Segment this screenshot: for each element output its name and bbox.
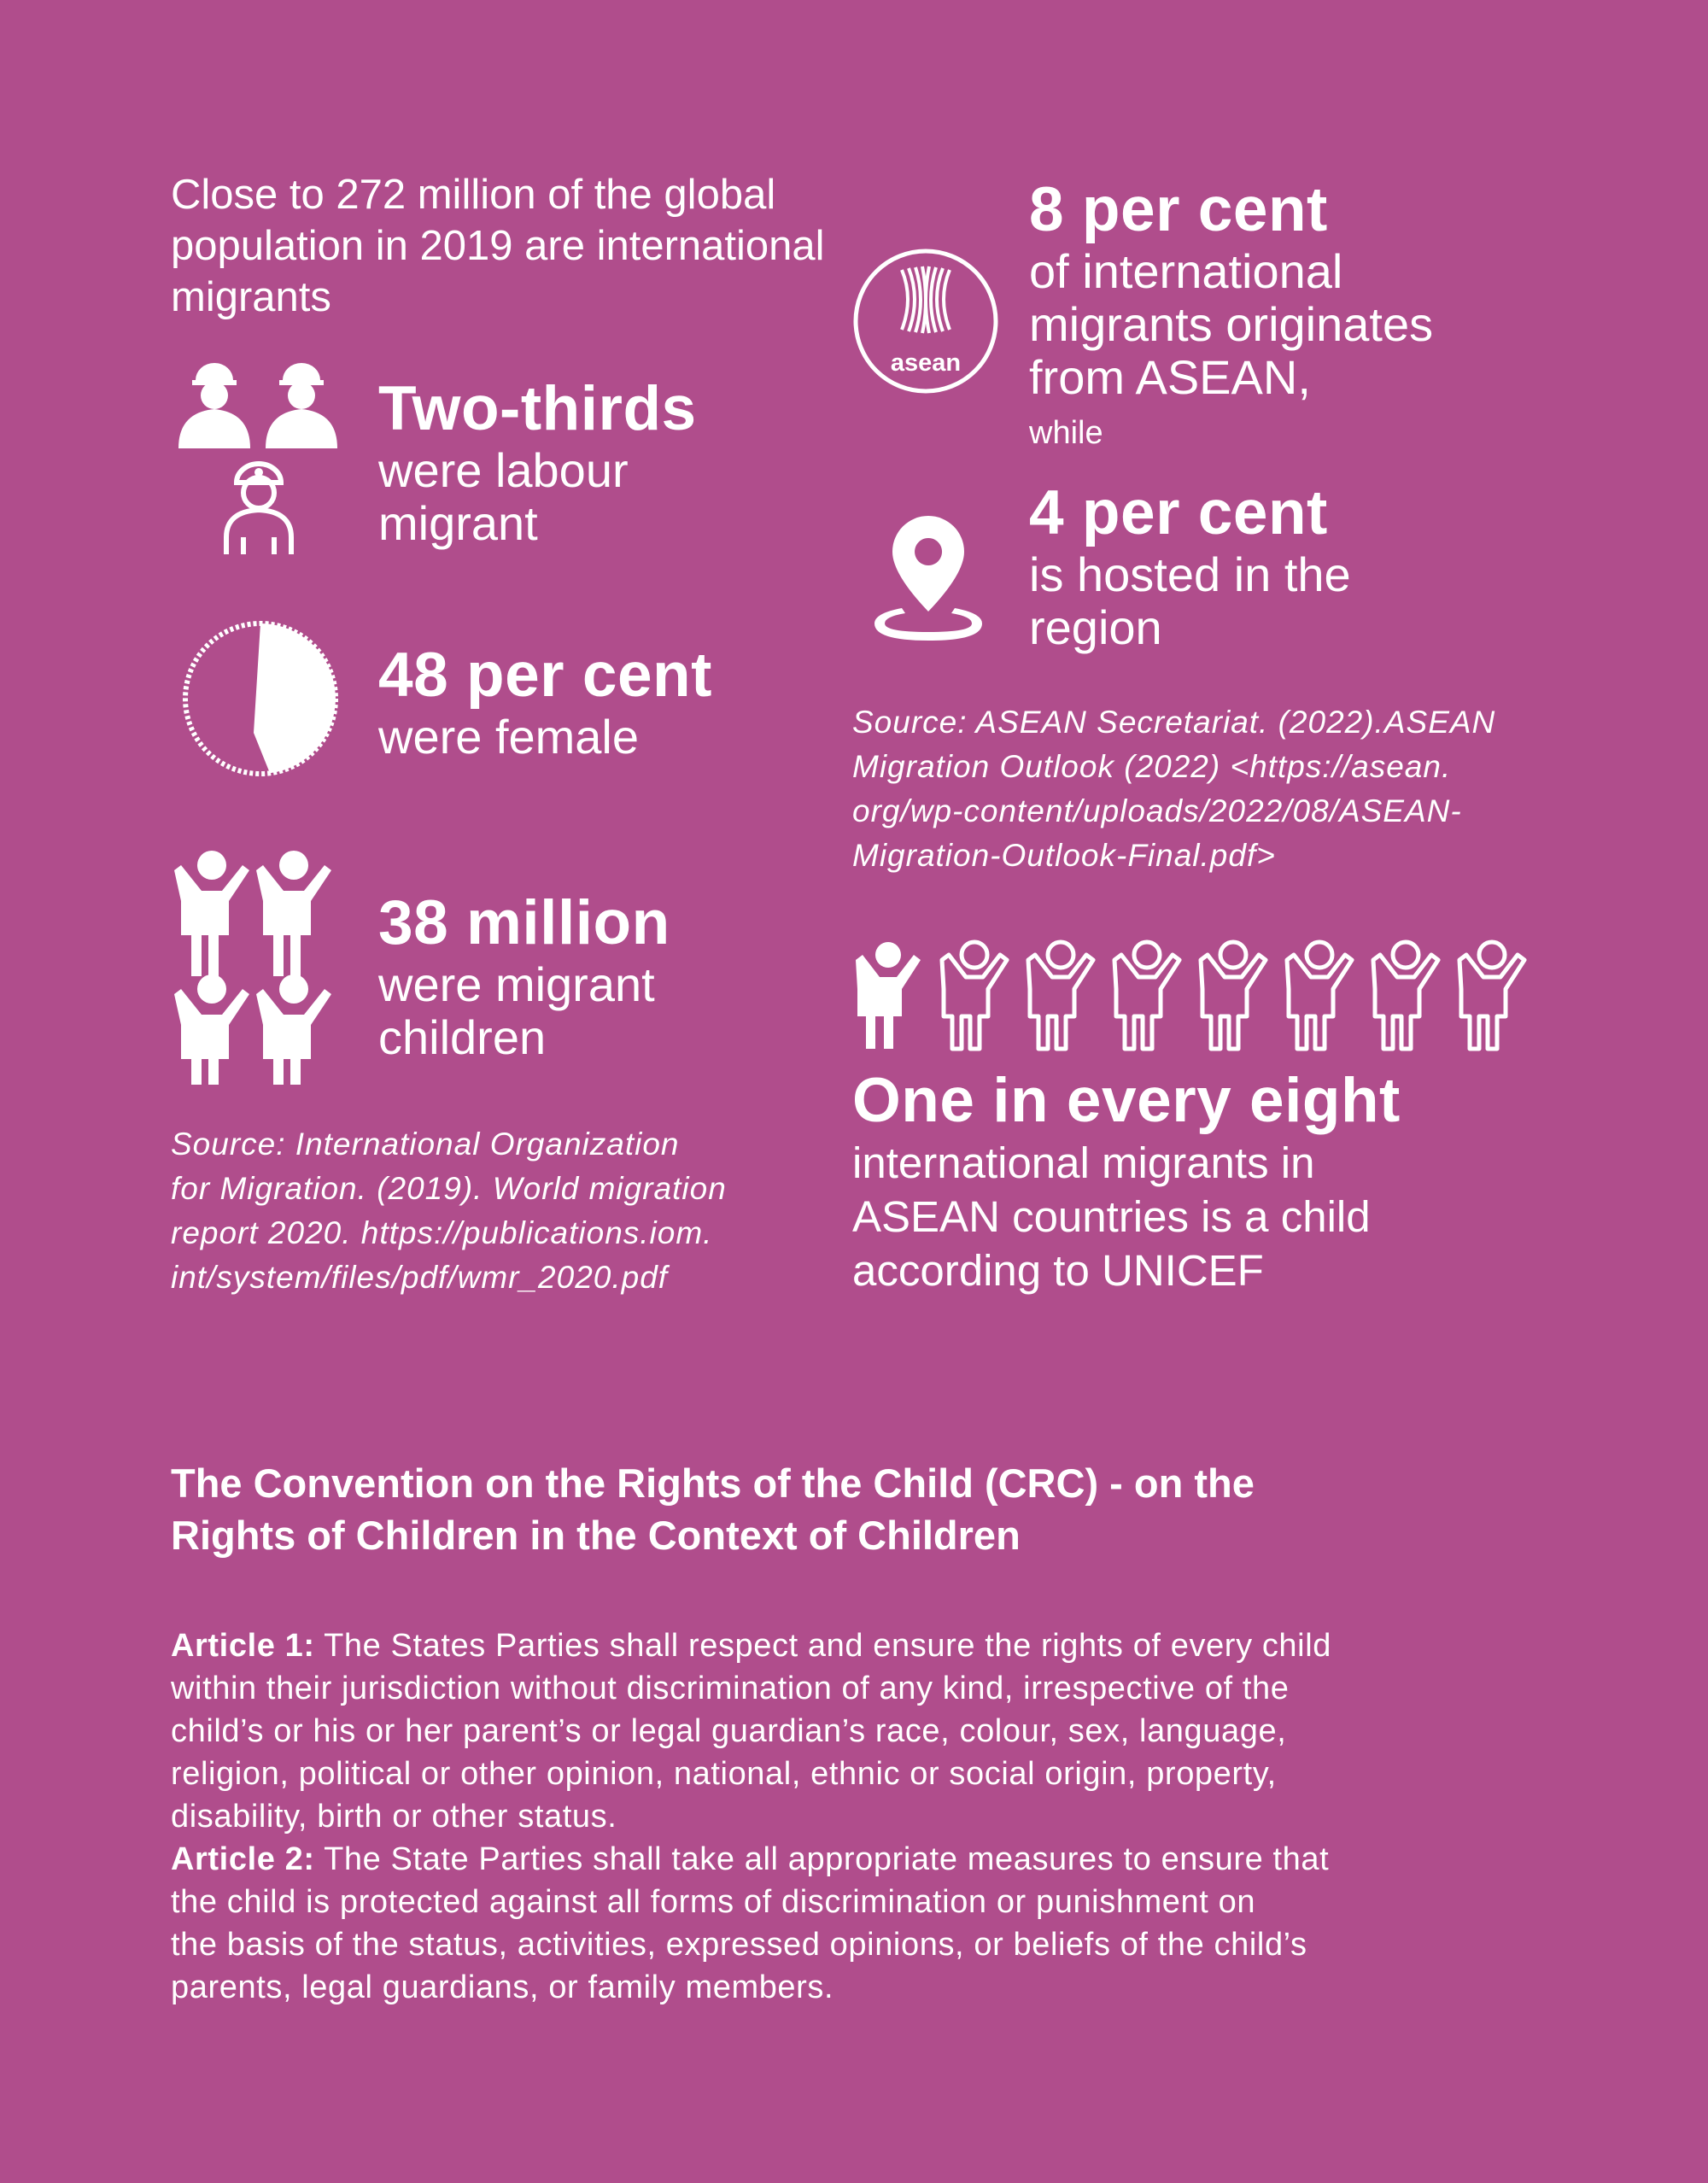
article-2-line: The State Parties shall take all appropriate measures to ensure that — [314, 1841, 1330, 1877]
stat-asean-hosted-line: is hosted in the — [1029, 547, 1351, 601]
article-1-label: Article 1: — [171, 1628, 315, 1664]
article-1-line: disability, birth or other status. — [171, 1799, 617, 1835]
stat-labour — [378, 374, 697, 550]
while-text: while — [1029, 415, 1103, 451]
child-figure-outline — [1114, 942, 1179, 1049]
article-2 — [171, 1838, 1571, 2009]
stat-children-line1: were migrant — [378, 957, 655, 1011]
stat-asean-hosted-headline: 4 per cent — [1029, 478, 1328, 547]
stat-asean-hosted — [1029, 478, 1576, 654]
source-asean-line: Migration-Outlook-Final.pdf> — [852, 838, 1276, 873]
crc-articles — [171, 1624, 1571, 2009]
one-in-eight-children-icon — [852, 939, 1540, 1055]
child-figure-filled — [856, 942, 921, 1049]
source-iom-line: int/system/files/pdf/wmr_2020.pdf — [171, 1260, 669, 1295]
child-figure-outline — [1028, 942, 1093, 1049]
child-figure-outline — [942, 942, 1007, 1049]
source-iom-line: for Migration. (2019). World migration — [171, 1171, 727, 1206]
stat-asean-hosted-line: region — [1029, 600, 1162, 654]
article-1-line: The States Parties shall respect and ensure the rights of every child — [314, 1628, 1331, 1664]
crc-title-line: Rights of Children in the Context of Children — [171, 1513, 1021, 1558]
article-1-line: child’s or his or her parent’s or legal guardian’s race, colour, sex, language, — [171, 1713, 1287, 1749]
article-2-line: the child is protected against all forms of discrimination or punishment on — [171, 1884, 1256, 1920]
article-2-line: the basis of the status, activities, expressed opinions, or beliefs of the child’s — [171, 1927, 1307, 1963]
stat-female-headline: 48 per cent — [378, 641, 712, 710]
child-figure-outline — [1373, 942, 1438, 1049]
stat-labour-headline: Two-thirds — [378, 374, 697, 443]
stat-child-ratio — [852, 1066, 1587, 1297]
source-asean-line: org/wp-content/uploads/2022/08/ASEAN- — [852, 793, 1462, 828]
child-figure-outline — [1287, 942, 1352, 1049]
stat-child-ratio-line: international migrants in — [852, 1138, 1315, 1187]
stat-labour-line2: migrant — [378, 496, 538, 550]
source-asean — [852, 700, 1553, 878]
stat-children-headline: 38 million — [378, 888, 670, 957]
source-asean-line: Source: ASEAN Secretariat. (2022).ASEAN — [852, 705, 1496, 740]
crc-title — [171, 1457, 1571, 1561]
source-asean-line: Migration Outlook (2022) <https://asean. — [852, 749, 1452, 784]
stat-child-ratio-line: ASEAN countries is a child — [852, 1192, 1371, 1241]
location-pin-icon — [871, 512, 986, 645]
stat-children-line2: children — [378, 1010, 547, 1064]
child-figure-outline — [1459, 942, 1524, 1049]
article-1 — [171, 1624, 1571, 1838]
stat-female-line1: were female — [378, 710, 640, 764]
article-2-line: parents, legal guardians, or family members. — [171, 1969, 834, 2005]
asean-logo-icon — [852, 248, 999, 395]
stat-child-ratio-line: according to UNICEF — [852, 1246, 1264, 1295]
female-share-pie-icon — [179, 617, 342, 780]
workers-icon — [175, 354, 346, 559]
intro-text: Close to 272 million of the global population in 2019 are international migrants — [171, 172, 825, 320]
source-iom — [171, 1122, 820, 1300]
stat-female — [378, 641, 712, 764]
child-figure-outline — [1201, 942, 1266, 1049]
stat-labour-line1: were labour — [378, 443, 629, 497]
crc-title-line: The Convention on the Rights of the Child (CRC) - on the — [171, 1460, 1255, 1506]
stat-child-ratio-headline: One in every eight — [852, 1066, 1401, 1135]
stat-asean-origin-line: of international — [1029, 244, 1343, 298]
article-1-line: within their jurisdiction without discrimination of any kind, irrespective of the — [171, 1671, 1290, 1706]
children-icon — [173, 850, 335, 1085]
source-iom-line: report 2020. https://publications.iom. — [171, 1215, 713, 1250]
stat-asean-origin-headline: 8 per cent — [1029, 175, 1328, 244]
asean-logo-text: asean — [890, 349, 962, 377]
stat-asean-origin-line: from ASEAN, — [1029, 350, 1311, 404]
stat-children — [378, 888, 670, 1064]
stat-asean-origin — [1029, 175, 1576, 462]
article-1-line: religion, political or other opinion, national, ethnic or social origin, property, — [171, 1756, 1277, 1792]
article-2-label: Article 2: — [171, 1841, 315, 1877]
source-iom-line: Source: International Organization — [171, 1127, 680, 1162]
stat-asean-origin-line: migrants originates — [1029, 297, 1434, 351]
